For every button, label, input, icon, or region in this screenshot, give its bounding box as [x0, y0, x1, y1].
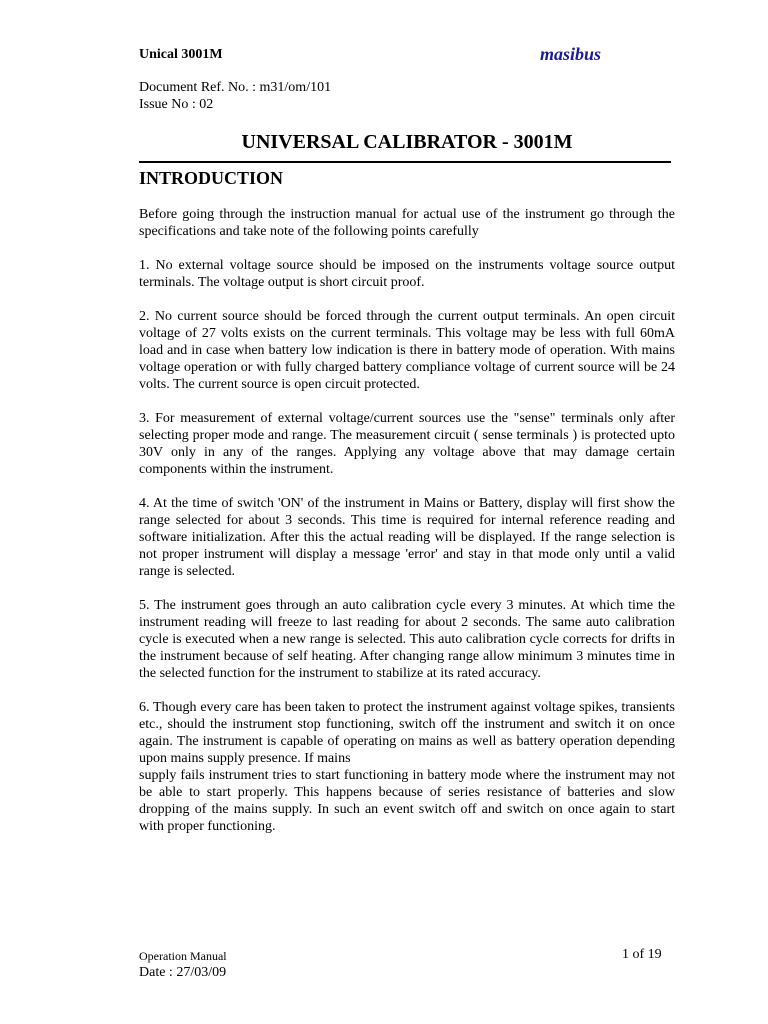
body-text	[139, 206, 675, 852]
footer-label: Operation Manual	[139, 949, 227, 963]
intro-paragraph: Before going through the instruction manual for actual use of the instrument go through the specifications and take note of the following points carefully	[139, 207, 675, 239]
point-2-paragraph: 2. No current source should be forced through the current output terminals. An open circuit voltage of 27 volts exists on the current terminals. This voltage may be less with full 60mA load and in case when battery low indication is there in battery mode of operation. With mains voltage operation or with fully charged battery compliance voltage of current source will be 24 volts. The current source is open circuit protected.	[139, 309, 675, 392]
point-1-paragraph: 1. No external voltage source should be imposed on the instruments voltage source output terminals. The voltage output is short circuit proof.	[139, 258, 675, 290]
title-divider	[139, 161, 671, 163]
doc-ref-line: Document Ref. No. : m31/om/101	[139, 80, 332, 95]
page-title: UNIVERSAL CALIBRATOR - 3001M	[241, 131, 573, 153]
point-6-paragraph: 6. Though every care has been taken to protect the instrument against voltage spikes, transients etc., should the instrument stop functioning, switch off the instrument and switch it on once again. The instrument is capable of operating on mains as well as battery operation depending upon mains supply presence. If mains supply fails instrument tries to start functioning in battery mode where the instrument may not be able to start properly. This happens because of series resistance of batteries and slow dropping of the mains supply. In such an event switch off and switch on once again to start with proper functioning.	[139, 700, 675, 834]
footer-date: Date : 27/03/09	[139, 965, 227, 980]
brand-logo: masibus	[540, 44, 602, 64]
product-name: Unical 3001M	[139, 47, 223, 62]
point-3-paragraph: 3. For measurement of external voltage/current sources use the "sense" terminals only after selecting proper mode and range. The measurement circuit ( sense terminals ) is protected upto 30V only in any of the ranges. Applying any voltage above that may damage certain components within the instrument.	[139, 411, 675, 477]
section-heading: INTRODUCTION	[139, 168, 284, 188]
point-5-paragraph: 5. The instrument goes through an auto calibration cycle every 3 minutes. At which time the instrument reading will freeze to last reading for about 2 seconds. The same auto calibration cycle is executed when a new range is selected. This auto calibration cycle corrects for drifts in the instrument because of self heating. After changing range allow minimum 3 minutes time in the selected function for the instrument to stabilize at its rated accuracy.	[139, 598, 675, 681]
document-reference	[139, 79, 331, 113]
point-4-paragraph: 4. At the time of switch 'ON' of the instrument in Mains or Battery, display will first show the range selected for about 3 seconds. This time is required for internal reference reading and software initialization. After this the actual reading will be displayed. If the range selection is not proper instrument will display a message 'error' and stay in that mode only until a valid range is selected.	[139, 496, 675, 579]
page-number: 1 of 19	[622, 947, 662, 962]
issue-line: Issue No : 02	[139, 97, 214, 112]
